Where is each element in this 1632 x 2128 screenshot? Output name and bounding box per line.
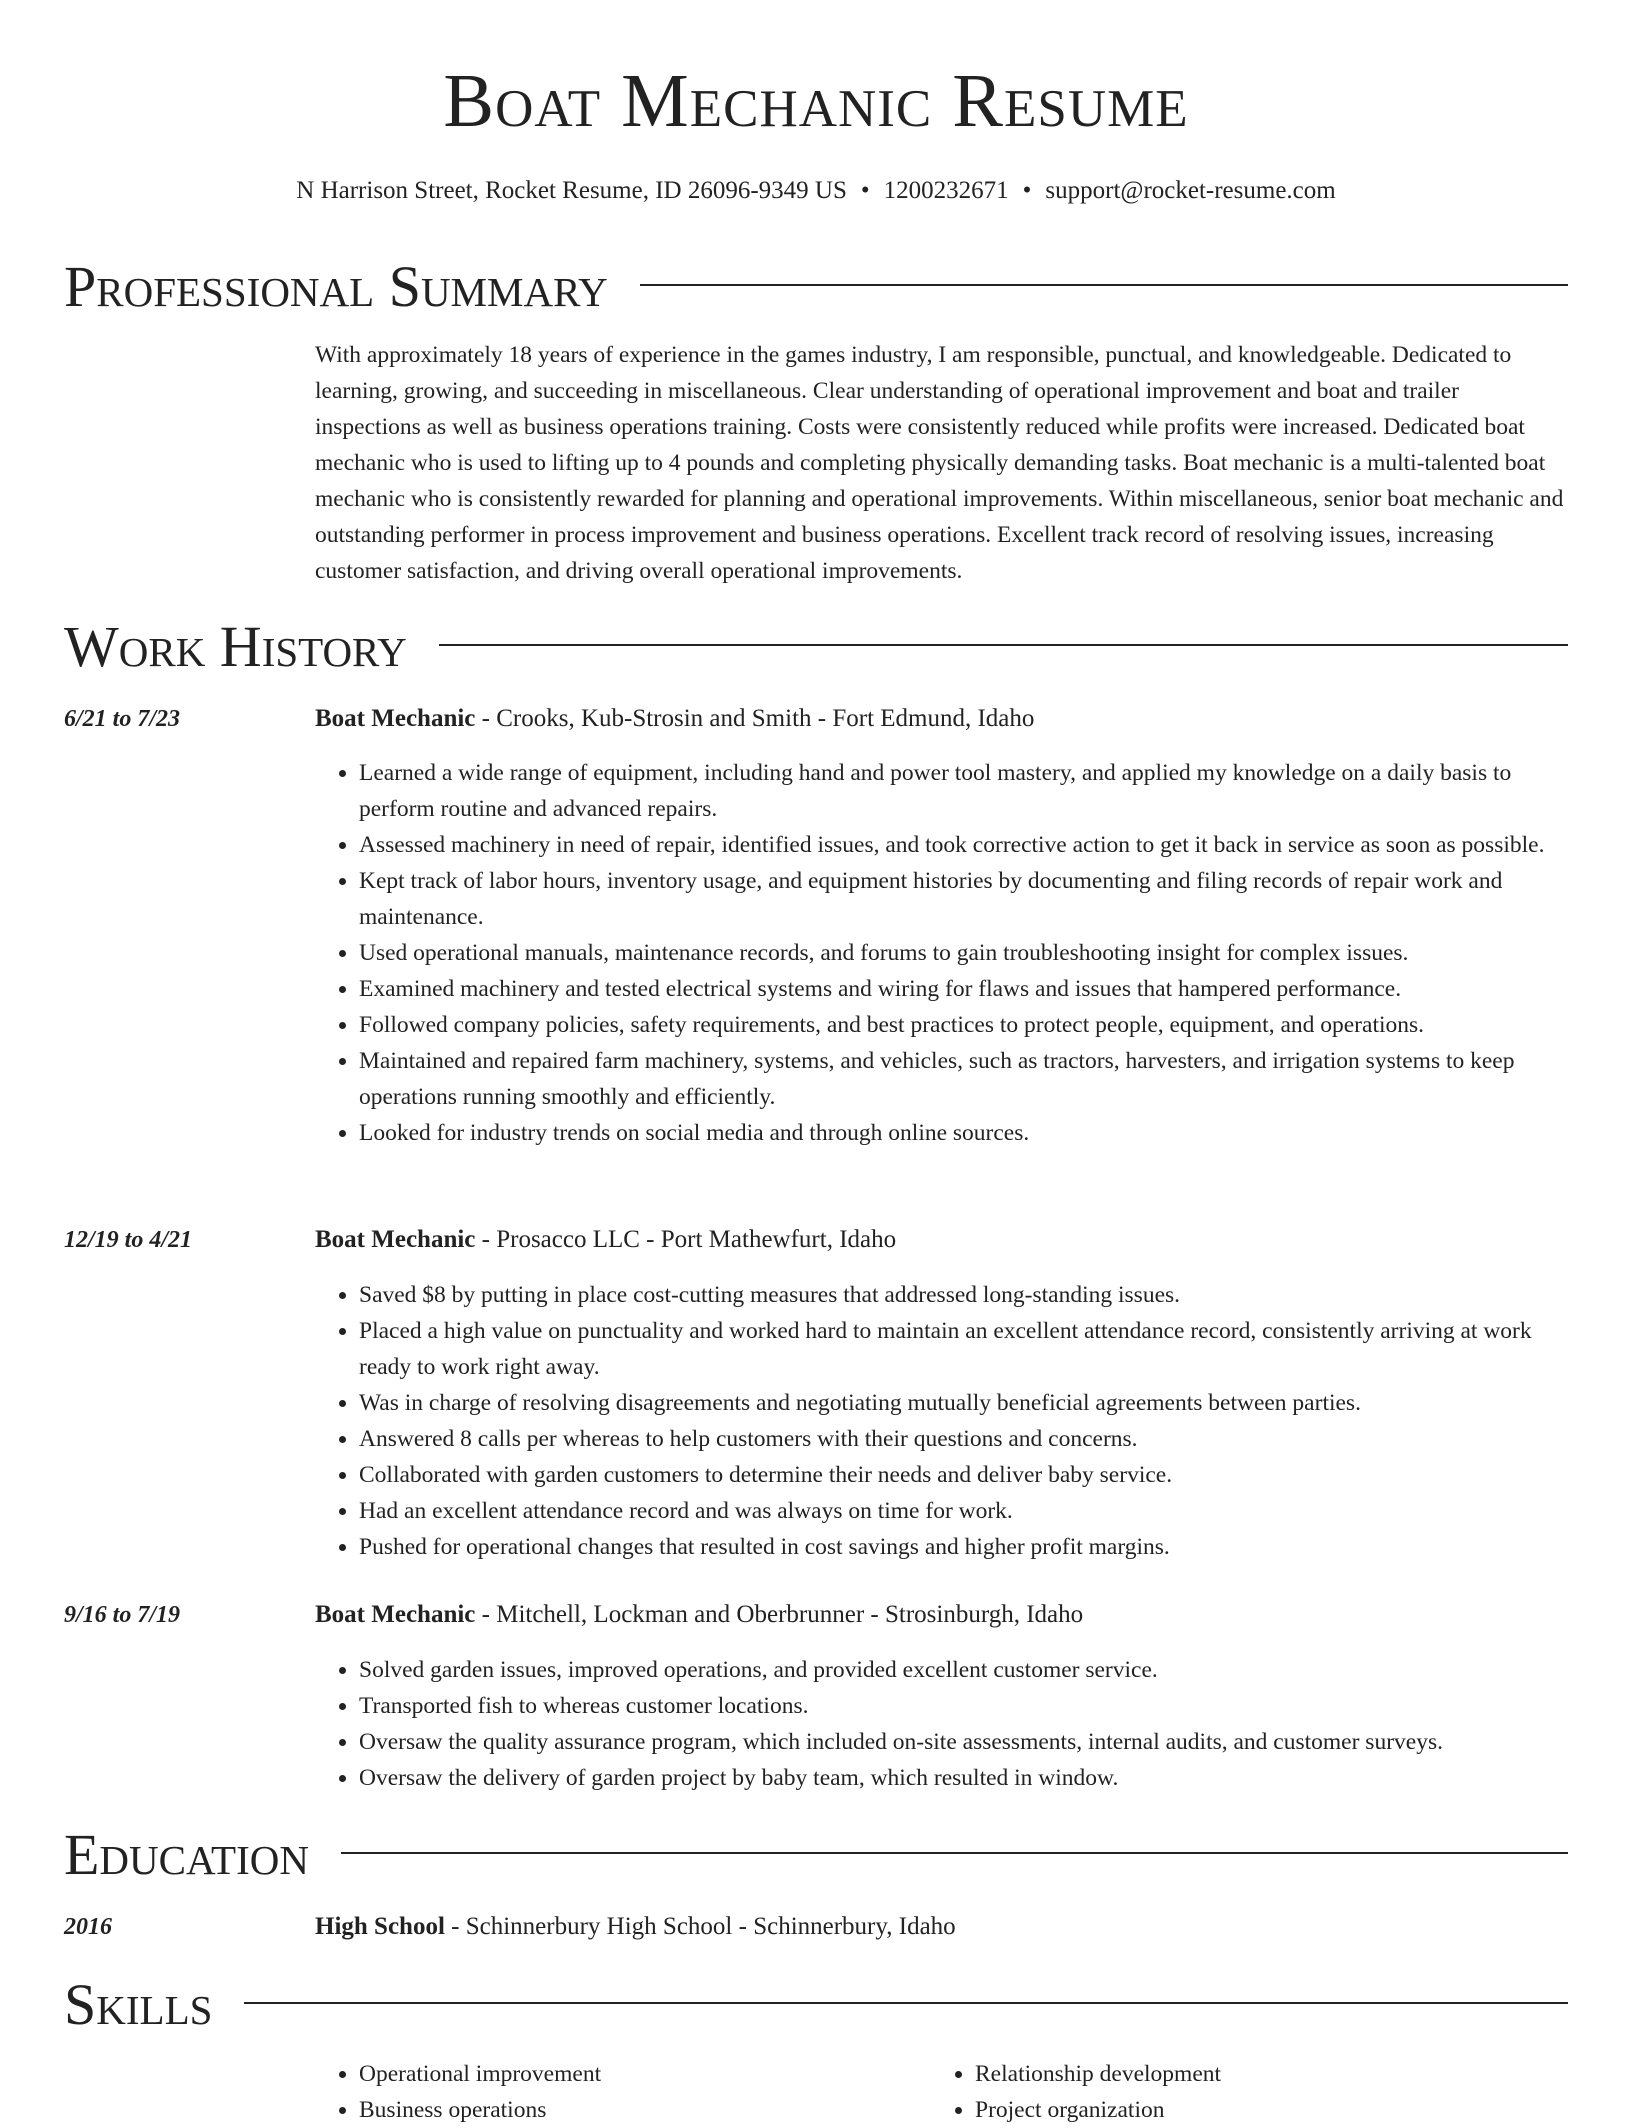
contact-phone: 1200232671 [883,177,1009,204]
work-heading: Work History [64,614,407,679]
education-heading: Education [64,1822,309,1887]
list-item: • Learned a wide range of equipment, including hand and power tool mastery, and applied my knowledge on a daily basis to perform routine and advanced repairs. [359,755,1568,827]
contact-email: support@rocket-resume.com [1045,177,1336,204]
list-item: • Oversaw the quality assurance program, which included on-site assessments, internal audits, and customer surveys. [359,1724,1568,1760]
skills-column-left [315,2056,931,2128]
list-item: • Was in charge of resolving disagreements and negotiating mutually beneficial agreements between parties. [359,1385,1568,1421]
job-heading [315,1598,1568,1632]
summary-section-header [64,252,1568,322]
job-bullets [315,755,1568,1151]
contact-separator: • [860,177,870,204]
list-item: • Pushed for operational changes that resulted in cost savings and higher profit margins. [359,1529,1568,1565]
list-item: • Relationship development [975,2056,1547,2092]
job-details: - Mitchell, Lockman and Oberbrunner - Strosinburgh, Idaho [475,1601,1084,1628]
job-details: - Prosacco LLC - Port Mathewfurt, Idaho [475,1226,897,1253]
list-item: • Operational improvement [359,2056,931,2092]
list-item: • Kept track of labor hours, inventory usage, and equipment histories by documenting and filing records of repair work and maintenance. [359,863,1568,935]
contact-line [64,174,1568,208]
list-item: • Followed company policies, safety requirements, and best practices to protect people, equipment, and operations. [359,1007,1568,1043]
job-title: Boat Mechanic [315,1226,476,1253]
job-heading [315,702,1568,736]
list-item: • Saved $8 by putting in place cost-cutting measures that addressed long-standing issues. [359,1277,1568,1313]
education-year: 2016 [64,1914,112,1940]
contact-separator: • [1022,177,1032,204]
education-details: - Schinnerbury High School - Schinnerbury, Idaho [444,1913,956,1940]
job-dates: 9/16 to 7/19 [64,1602,181,1628]
job-bullets [315,1277,1568,1565]
list-item: • Solved garden issues, improved operations, and provided excellent customer service. [359,1652,1568,1688]
skills-column-right [931,2056,1547,2128]
summary-heading: Professional Summary [64,254,608,319]
skills-list [315,2056,1568,2128]
job-details: - Crooks, Kub-Strosin and Smith - Fort Edmund, Idaho [475,705,1035,732]
skills-section-header [64,1970,1568,2040]
list-item: • Looked for industry trends on social media and through online sources. [359,1115,1568,1151]
section-divider [640,284,1568,286]
job-dates: 12/19 to 4/21 [64,1227,193,1253]
education-degree: High School [315,1913,445,1940]
summary-text: With approximately 18 years of experience in the games industry, I am responsible, punctual, and knowledgeable. Dedicated to learning, growing, and succeeding in miscellaneous. Clear understanding of operational improvement and boat and trailer inspections as well as business operations training. Costs were consistently reduced while profits were increased. Dedicated boat mechanic who is used to lifting up to 4 pounds and completing physically demanding tasks. Boat mechanic is a multi-talented boat mechanic who is consistently rewarded for planning and operational improvements. Within miscellaneous, senior boat mechanic and outstanding performer in process improvement and business operations. Excellent track record of resolving issues, increasing customer satisfaction, and driving overall operational improvements. [315,342,1564,584]
list-item: • Oversaw the delivery of garden project by baby team, which resulted in window. [359,1760,1568,1796]
contact-address: N Harrison Street, Rocket Resume, ID 26096-9349 US [296,177,847,204]
list-item: • Placed a high value on punctuality and worked hard to maintain an excellent attendance record, consistently arriving at work ready to work right away. [359,1313,1568,1385]
resume-title: Boat Mechanic Resume [443,59,1189,143]
job-title: Boat Mechanic [315,1601,476,1628]
list-item: • Business operations [359,2092,931,2128]
section-divider [244,2002,1568,2004]
work-section-header [64,612,1568,682]
list-item: • Project organization [975,2092,1547,2128]
list-item: • Had an excellent attendance record and was always on time for work. [359,1493,1568,1529]
list-item: • Answered 8 calls per whereas to help customers with their questions and concerns. [359,1421,1568,1457]
job-dates: 6/21 to 7/23 [64,706,181,732]
list-item: • Maintained and repaired farm machinery, systems, and vehicles, such as tractors, harvesters, and irrigation systems to keep operations running smoothly and efficiently. [359,1043,1568,1115]
list-item: • Assessed machinery in need of repair, identified issues, and took corrective action to get it back in service as soon as possible. [359,827,1568,863]
education-section-header [64,1820,1568,1890]
list-item: • Transported fish to whereas customer locations. [359,1688,1568,1724]
list-item: • Collaborated with garden customers to determine their needs and deliver baby service. [359,1457,1568,1493]
job-bullets [315,1652,1568,1796]
job-title: Boat Mechanic [315,705,476,732]
job-heading [315,1223,1568,1257]
section-divider [341,1852,1568,1854]
list-item: • Used operational manuals, maintenance records, and forums to gain troubleshooting insight for complex issues. [359,935,1568,971]
skills-heading: Skills [64,1972,213,2037]
education-entry [315,1910,1568,1944]
section-divider [439,644,1568,646]
list-item: • Examined machinery and tested electrical systems and wiring for flaws and issues that hampered performance. [359,971,1568,1007]
